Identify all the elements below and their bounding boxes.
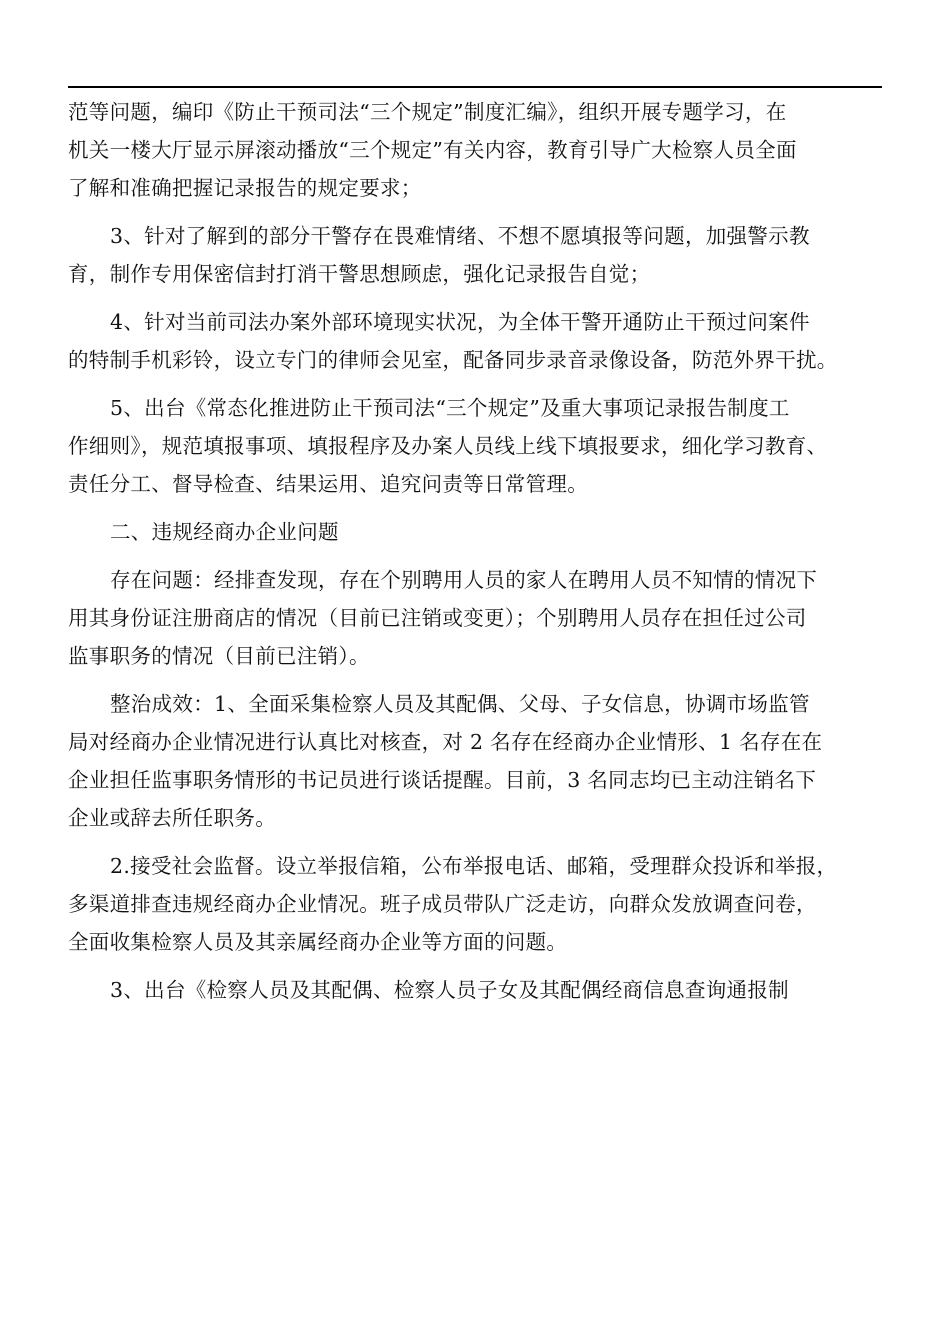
text-line: 责任分工、督导检查、结果运用、追究问责等日常管理。	[68, 472, 588, 496]
text-line: 企业或辞去所任职务。	[68, 806, 276, 830]
paragraph	[68, 561, 882, 675]
text-line: 监事职务的情况（目前已注销）。	[68, 644, 370, 668]
text-line: 企业担任监事职务情形的书记员进行谈话提醒。目前，3 名同志均已主动注销名下	[68, 768, 817, 792]
text-line: 全面收集检察人员及其亲属经商办企业等方面的问题。	[68, 930, 568, 954]
paragraph	[68, 685, 882, 837]
text-line: 用其身份证注册商店的情况（目前已注销或变更）；个别聘用人员存在担任过公司	[68, 606, 807, 630]
paragraph	[68, 303, 882, 379]
paragraph	[68, 217, 882, 293]
text-line: 育，制作专用保密信封打消干警思想顾虑，强化记录报告自觉；	[68, 262, 651, 286]
text-line: 2.接受社会监督。设立举报信箱，公布举报电话、邮箱，受理群众投诉和举报，	[110, 854, 838, 878]
text-line: 4、针对当前司法办案外部环境现实状况，为全体干警开通防止干预过问案件	[110, 310, 810, 334]
document-body	[68, 93, 882, 1019]
paragraph	[68, 971, 882, 1009]
text-line: 多渠道排查违规经商办企业情况。班子成员带队广泛走访，向群众发放调查问卷，	[68, 892, 817, 916]
text-line: 了解和准确把握记录报告的规定要求；	[68, 176, 422, 200]
text-line: 机关一楼大厅显示屏滚动播放“三个规定”有关内容，教育引导广大检察人员全面	[68, 138, 797, 162]
text-line: 5、出台《常态化推进防止干预司法“三个规定”及重大事项记录报告制度工	[110, 396, 790, 420]
text-line: 3、针对了解到的部分干警存在畏难情绪、不想不愿填报等问题，加强警示教	[110, 224, 810, 248]
text-line: 整治成效：1、全面采集检察人员及其配偶、父母、子女信息，协调市场监管	[110, 692, 810, 716]
text-line: 存在问题：经排查发现，存在个别聘用人员的家人在聘用人员不知情的情况下	[110, 568, 818, 592]
text-line: 二、违规经商办企业问题	[110, 520, 339, 544]
text-line: 作细则》，规范填报事项、填报程序及办案人员线上线下填报要求，细化学习教育、	[68, 434, 828, 458]
paragraph	[68, 513, 882, 551]
text-line: 的特制手机彩铃，设立专门的律师会见室，配备同步录音录像设备，防范外界干扰。	[68, 348, 838, 372]
text-line: 局对经商办企业情况进行认真比对核查，对 2 名存在经商办企业情形、1 名存在在	[68, 730, 823, 754]
paragraph	[68, 847, 882, 961]
paragraph	[68, 93, 882, 207]
text-line: 3、出台《检察人员及其配偶、检察人员子女及其配偶经商信息查询通报制	[110, 978, 789, 1002]
paragraph	[68, 389, 882, 503]
text-line: 范等问题，编印《防止干预司法“三个规定”制度汇编》，组织开展专题学习，在	[68, 100, 787, 124]
header-rule	[68, 86, 882, 88]
